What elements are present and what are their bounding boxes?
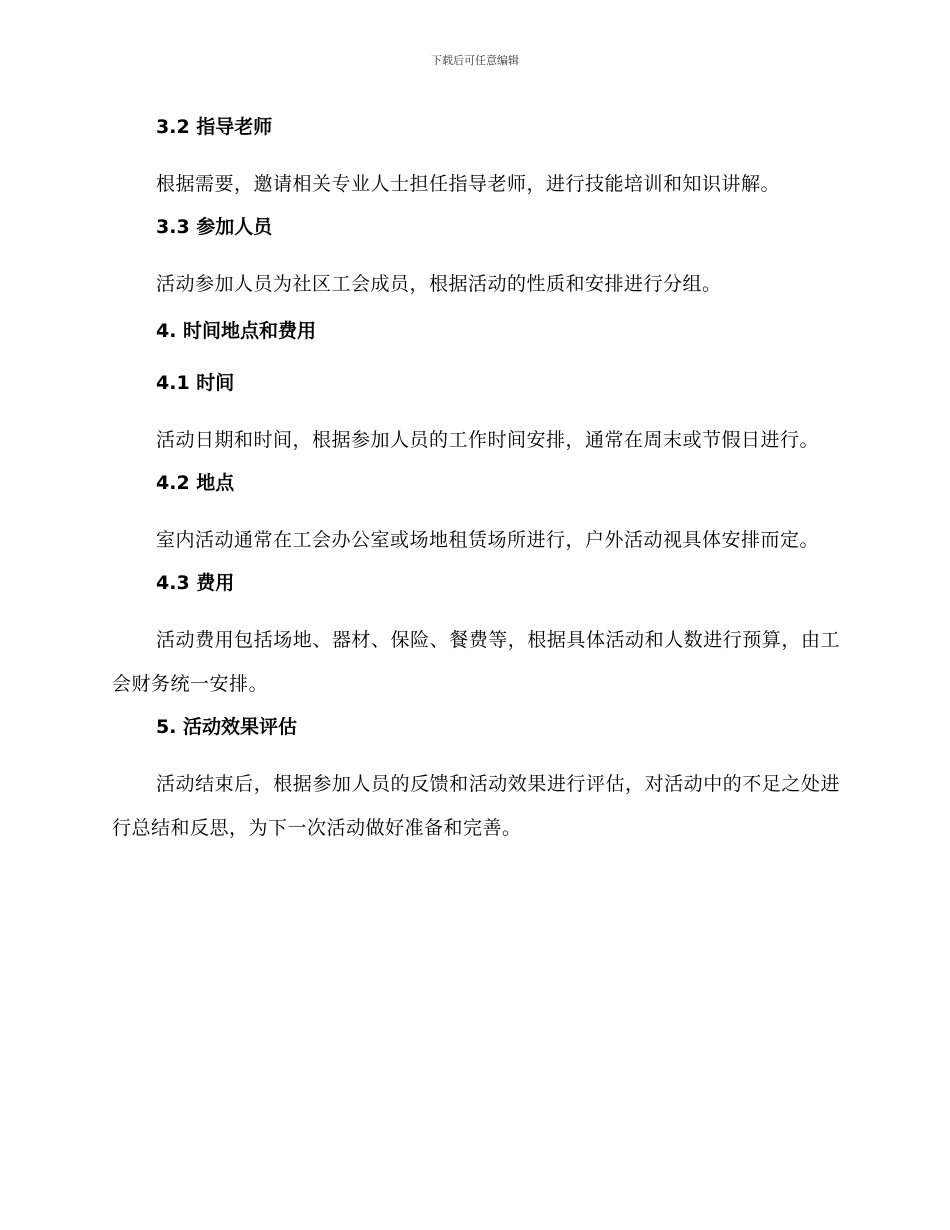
paragraph-location: 室内活动通常在工会办公室或场地租赁场所进行，户外活动视具体安排而定。 — [156, 529, 820, 551]
paragraph-instructor: 根据需要，邀请相关专业人士担任指导老师，进行技能培训和知识讲解。 — [156, 173, 781, 195]
document-body — [112, 110, 840, 854]
paragraph-time: 活动日期和时间，根据参加人员的工作时间安排，通常在周末或节假日进行。 — [156, 429, 820, 451]
section-heading-5: 5. 活动效果评估 — [156, 716, 298, 738]
section-heading-3-3: 3.3 参加人员 — [156, 216, 273, 238]
paragraph-cost: 活动费用包括场地、器材、保险、餐费等，根据具体活动和人数进行预算，由工会财务统一安排。 — [112, 629, 840, 695]
page-header: 下载后可任意编辑 — [431, 54, 519, 67]
paragraph-evaluation: 活动结束后，根据参加人员的反馈和活动效果进行评估，对活动中的不足之处进行总结和反思，为下一次活动做好准备和完善。 — [112, 773, 840, 839]
section-heading-4-1: 4.1 时间 — [156, 372, 235, 394]
section-heading-4: 4. 时间地点和费用 — [156, 320, 317, 342]
section-heading-3-2: 3.2 指导老师 — [156, 116, 273, 138]
section-heading-4-2: 4.2 地点 — [156, 472, 235, 494]
paragraph-participants: 活动参加人员为社区工会成员，根据活动的性质和安排进行分组。 — [156, 273, 722, 295]
section-heading-4-3: 4.3 费用 — [156, 572, 235, 594]
